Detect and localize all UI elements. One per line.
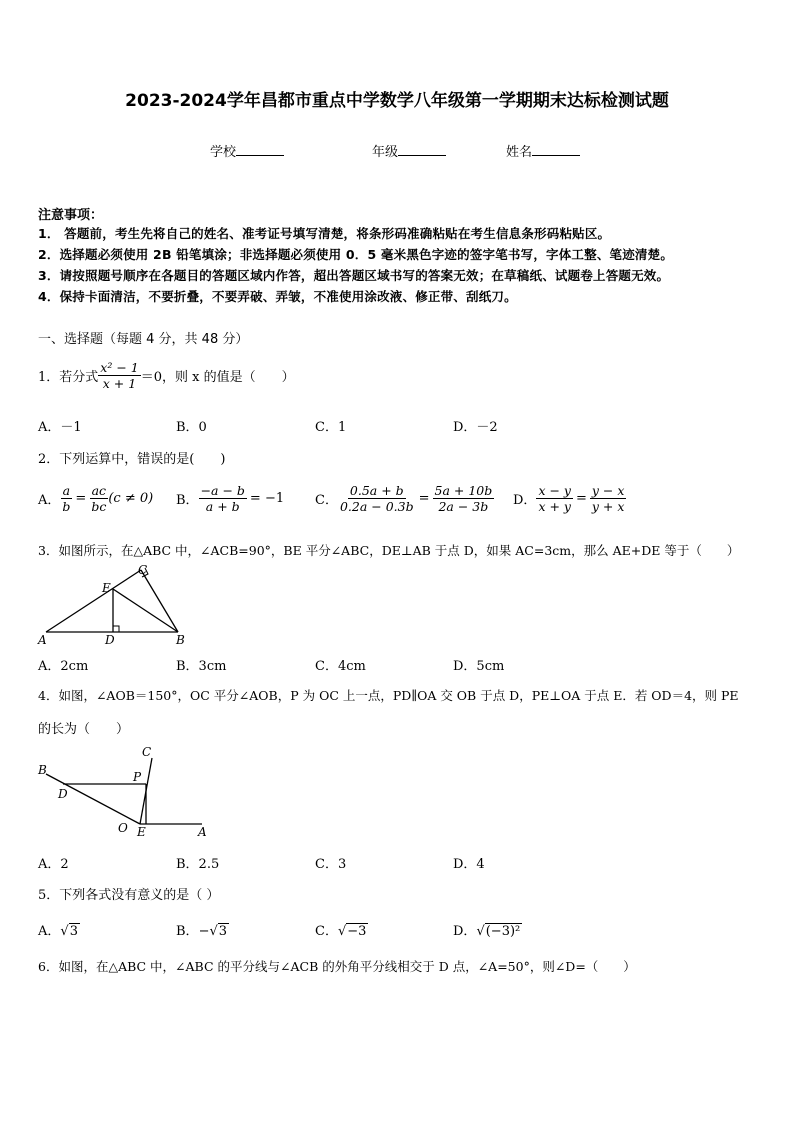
q2-b-label: B． (176, 493, 199, 508)
radicand: (−3)² (485, 924, 521, 939)
q1-option-d: D．－2 (453, 420, 498, 435)
q2-b-rhs: = −1 (249, 491, 285, 506)
q2-d-label: D． (513, 493, 537, 508)
q4-angle-figure (36, 744, 212, 840)
q5-a-label: A． (38, 924, 61, 939)
note-item-4: 4．保持卡面清洁，不要折叠，不要弄破、弄皱，不准使用涂改液、修正带、刮纸刀。 (38, 289, 517, 304)
q2-option-a (38, 483, 153, 514)
numerator: −a − b (200, 483, 245, 498)
equals-sign: = (575, 491, 587, 506)
q4-option-a: A．2 (38, 857, 69, 872)
label-a: A (198, 825, 207, 839)
q4-option-b: B．2.5 (176, 857, 220, 872)
label-o: O (118, 821, 128, 835)
sqrt-symbol: √−3 (337, 924, 367, 939)
school-blank (236, 143, 284, 156)
numerator: a (62, 483, 71, 498)
equals-sign: = (418, 491, 430, 506)
radicand: 3 (218, 924, 228, 939)
q1-suffix: ＝0，则 x 的值是（ ） (140, 370, 295, 385)
label-b: B (176, 633, 185, 647)
numerator: ac (91, 483, 107, 498)
label-e: E (102, 581, 111, 595)
q3-option-c: C．4cm (315, 659, 366, 674)
q2-a-frac-right (89, 483, 108, 514)
label-d: D (105, 633, 115, 647)
denominator: bc (91, 499, 107, 514)
label-p: P (133, 770, 142, 784)
q3-triangle-figure (36, 562, 196, 650)
q2-a-label: A． (38, 493, 61, 508)
denominator: b (62, 499, 71, 514)
q2-option-c (315, 483, 494, 514)
label-d: D (58, 787, 68, 801)
q5-d-label: D． (453, 924, 477, 939)
numerator: 5a + 10b (434, 483, 493, 498)
q2-a-condition: (c ≠ 0) (108, 491, 154, 506)
q4-stem-line1: 4．如图，∠AOB＝150°，OC 平分∠AOB，P 为 OC 上一点，PD∥OA 交 OB 于点 D，PE⊥OA 于点 E．若 OD＝4，则 PE (38, 688, 739, 703)
page-title: 2023-2024学年昌都市重点中学数学八年级第一学期期末达标检测试题 (125, 91, 669, 111)
radicand: 3 (69, 924, 78, 939)
denominator: 0.2a − 0.3b (339, 499, 414, 514)
grade-blank (398, 143, 446, 156)
q3-option-a: A．2cm (38, 659, 89, 674)
segment-cb (141, 570, 178, 632)
q5-stem: 5．下列各式没有意义的是（ ） (38, 888, 220, 903)
label-b: B (38, 763, 47, 777)
q2-c-label: C． (315, 493, 338, 508)
q5-option-c (315, 920, 368, 939)
q1-option-a: A．－1 (38, 420, 82, 435)
q3-option-d: D．5cm (453, 659, 505, 674)
label-e: E (137, 825, 146, 839)
q2-c-frac-left (338, 483, 416, 514)
label-c: C (138, 563, 148, 577)
grade-field (372, 141, 446, 160)
q2-b-frac (199, 483, 247, 514)
q6-stem: 6．如图，在△ABC 中，∠ABC 的平分线与∠ACB 的外角平分线相交于 D 点，∠A=50°，则∠D=（ ） (38, 959, 636, 974)
q3-stem: 3．如图所示，在△ABC 中，∠ACB=90°，BE 平分∠ABC，DE⊥AB 于点 D，如果 AC=3cm，那么 AE+DE 等于（ ） (38, 543, 740, 558)
sqrt-symbol: √(−3)² (476, 924, 521, 939)
q2-a-frac-left (60, 483, 72, 514)
q5-option-a (38, 920, 80, 939)
school-field (210, 141, 284, 160)
q5-option-b (176, 920, 229, 939)
q1-option-b: B．0 (176, 420, 207, 435)
note-item-1: 1． 答题前，考生先将自己的姓名、准考证号填写清楚，将条形码准确粘贴在考生信息条形码粘贴区。 (38, 226, 611, 241)
q4-option-c: C．3 (315, 857, 347, 872)
denominator: x + y (538, 499, 571, 514)
q2-d-frac-right (590, 483, 627, 514)
name-label: 姓名 (506, 145, 533, 160)
numerator: y − x (591, 483, 625, 498)
label-c: C (142, 745, 152, 759)
school-label: 学校 (210, 145, 237, 160)
segment-eb (113, 589, 178, 632)
q4-stem-line2: 的长为（ ） (38, 722, 130, 737)
q5-c-label: C． (315, 924, 338, 939)
q1-denominator: x + 1 (102, 376, 137, 391)
q1-numerator: x² − 1 (100, 360, 139, 375)
q2-option-b (176, 483, 284, 514)
q2-stem: 2．下列运算中，错误的是( ) (38, 452, 226, 467)
q2-d-frac-left (536, 483, 573, 514)
radicand: −3 (347, 924, 367, 939)
minus-sign: − (198, 924, 210, 939)
section-heading: 一、选择题（每题 4 分，共 48 分） (38, 332, 249, 347)
q2-c-frac-right (433, 483, 495, 514)
right-angle-d (113, 626, 119, 632)
sqrt-symbol: √3 (60, 924, 78, 939)
q4-option-d: D．4 (453, 857, 485, 872)
note-item-2: 2．选择题必须使用 2B 铅笔填涂；非选择题必须使用 0．5 毫米黑色字迹的签字笔书写，字体工整、笔迹清楚。 (38, 247, 674, 262)
q3-option-b: B．3cm (176, 659, 227, 674)
q5-b-label: B． (176, 924, 199, 939)
numerator: 0.5a + b (349, 483, 404, 498)
denominator: a + b (205, 499, 240, 514)
q1-fraction (98, 360, 140, 391)
q5-option-d (453, 920, 522, 939)
name-field (506, 141, 580, 160)
equals-sign: = (75, 491, 87, 506)
q2-option-d (513, 483, 626, 514)
notes-heading: 注意事项： (38, 208, 104, 223)
note-item-3: 3．请按照题号顺序在各题目的答题区域内作答，超出答题区域书写的答案无效；在草稿纸、试题卷上答题无效。 (38, 268, 670, 283)
question-1 (38, 360, 295, 391)
q1-prefix: 1．若分式 (38, 370, 99, 385)
denominator: y + x (591, 499, 625, 514)
q1-option-c: C．1 (315, 420, 347, 435)
grade-label: 年级 (372, 145, 399, 160)
label-a: A (38, 633, 47, 647)
sqrt-symbol: √3 (209, 924, 228, 939)
denominator: 2a − 3b (438, 499, 489, 514)
name-blank (532, 143, 580, 156)
numerator: x − y (538, 483, 571, 498)
segment-ac (46, 570, 141, 632)
